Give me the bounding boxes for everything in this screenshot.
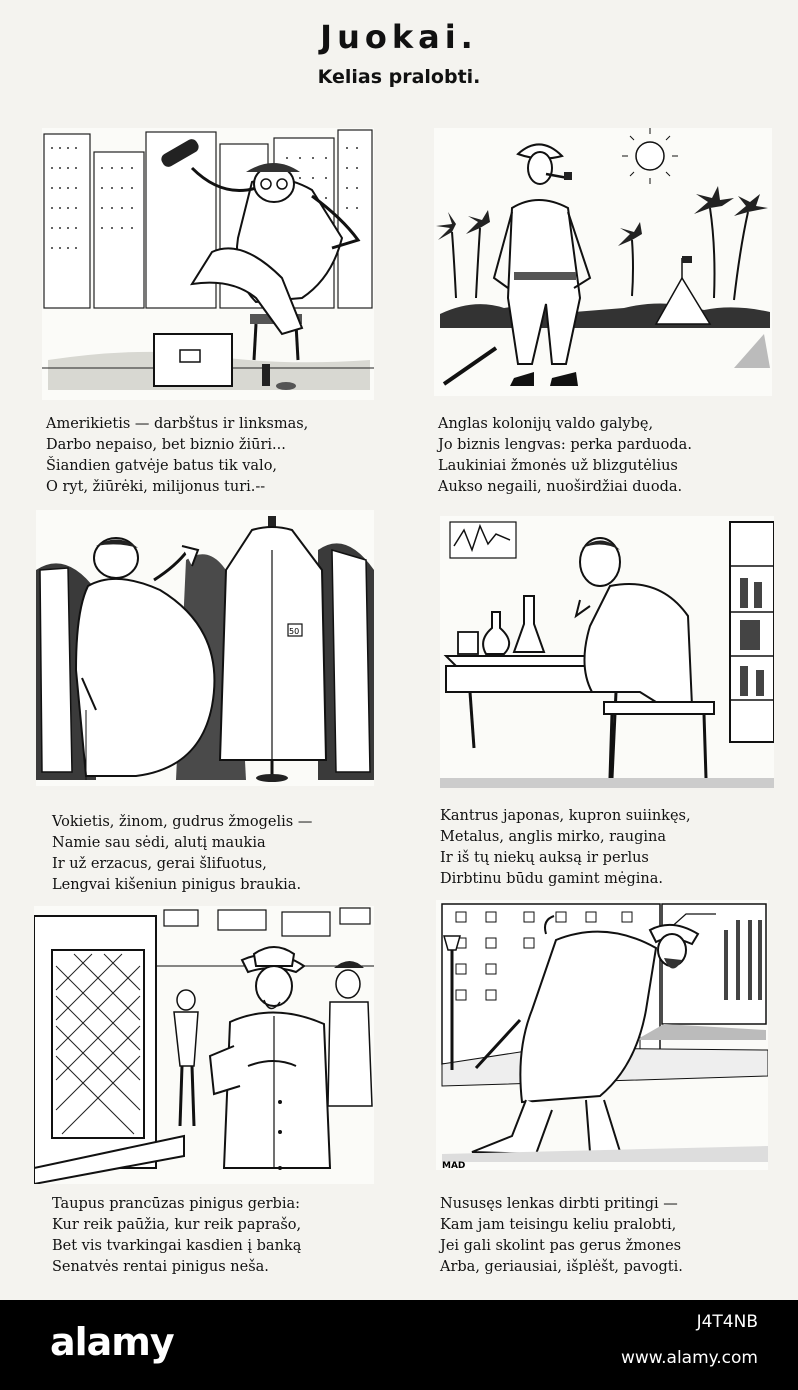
artist-signature: MAD	[442, 1161, 466, 1170]
verse-line: Kur reik paūžia, kur reik paprašo,	[52, 1217, 302, 1233]
verse-line: Ir iš tų niekų auksą ir perlus	[440, 850, 649, 866]
verse-line: Metalus, anglis mirko, raugina	[440, 829, 666, 845]
verse-line: O ryt, žiūrėki, milijonus turi.--	[46, 479, 266, 495]
verse-line: Jei gali skolint pas gerus žmones	[440, 1238, 682, 1254]
verse-french	[52, 1194, 301, 1278]
verse-english	[438, 414, 692, 498]
verse-line: Šiandien gatvėje batus tik valo,	[46, 458, 278, 474]
verse-line: Senatvės rentai pinigus neša.	[52, 1259, 269, 1275]
verse-german	[52, 812, 312, 896]
cartoon-american-shoeshine	[42, 128, 374, 400]
verse-line: Amerikietis — darbštus ir linksmas,	[46, 416, 309, 432]
image-id: J4T4NB	[696, 1312, 758, 1332]
cartoon-japanese-chemist	[440, 516, 774, 788]
verse-line: Dirbtinu būdu gamint mėgina.	[440, 871, 664, 887]
verse-polish	[440, 1194, 683, 1278]
verse-line: Aukso negaili, nuoširdžiai duoda.	[438, 479, 683, 495]
cartoon-french-saver	[34, 906, 374, 1184]
verse-line: Vokietis, žinom, gudrus žmogelis —	[52, 814, 313, 830]
site-url: www.alamy.com	[620, 1348, 758, 1368]
verse-line: Anglas kolonijų valdo galybę,	[438, 416, 654, 432]
watermark-bar	[0, 1300, 798, 1390]
verse-line: Arba, geriausiai, išplėšt, pavogti.	[440, 1259, 683, 1275]
verse-american	[46, 414, 308, 498]
verse-line: Jo biznis lengvas: perka parduoda.	[438, 437, 692, 453]
verse-line: Bet vis tvarkingai kasdien į banką	[52, 1238, 302, 1254]
page-subtitle: Kelias pralobti.	[317, 66, 481, 88]
verse-line: Lengvai kišeniun pinigus braukia.	[52, 877, 302, 893]
verse-line: Ir už erzacus, gerai šlifuotus,	[52, 856, 267, 872]
page-title: Juokai.	[320, 18, 478, 56]
cartoon-german-tailor	[36, 510, 374, 786]
verse-japanese	[440, 806, 691, 890]
price-tag: 50	[289, 627, 300, 636]
verse-line: Darbo nepaiso, bet biznio žiūri...	[46, 437, 286, 453]
verse-line: Kam jam teisingu keliu pralobti,	[440, 1217, 677, 1233]
verse-line: Laukiniai žmonės už blizgutėlius	[438, 458, 678, 474]
cartoon-english-colonist	[434, 128, 772, 396]
verse-line: Nususęs lenkas dirbti pritingi —	[440, 1196, 678, 1212]
verse-line: Taupus prancūzas pinigus gerbia:	[52, 1196, 301, 1212]
cartoon-polish-beggar	[436, 900, 768, 1170]
verse-line: Namie sau sėdi, alutį maukia	[52, 835, 266, 851]
alamy-logo: alamy	[50, 1320, 174, 1364]
verse-line: Kantrus japonas, kupron suiinkęs,	[440, 808, 691, 824]
